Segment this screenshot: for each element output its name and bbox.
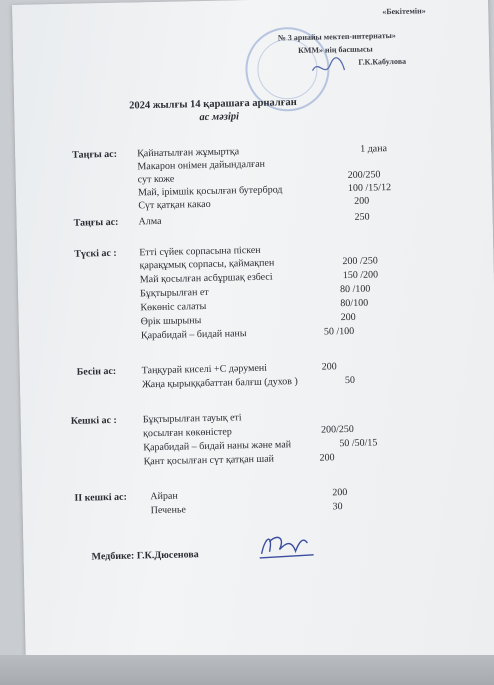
- list-item: Таңқурай киселі +С дәрумені: [141, 362, 268, 377]
- list-item-qty: 250: [354, 211, 370, 223]
- menu-sheet: [12, 0, 494, 665]
- list-item-qty: 1 дана: [360, 143, 388, 155]
- list-item: Бұқтырылған ет: [140, 286, 209, 300]
- list-item-qty: 200/250: [320, 423, 354, 436]
- list-item-qty: 200: [340, 311, 356, 324]
- menu-title: 2024 жылғы 14 қарашаға арналған: [129, 97, 297, 112]
- list-item: қосылған көкөністер: [142, 426, 232, 440]
- breakfast-label: Таңғы ас:: [72, 148, 118, 161]
- approval-signature-icon: [308, 56, 348, 79]
- list-item-qty: 200: [321, 361, 337, 373]
- menu-subtitle: ас мәзірі: [199, 111, 240, 124]
- list-item: сут коже: [137, 173, 175, 186]
- desk-surface: [0, 655, 494, 685]
- snack-label: Таңғы ас:: [73, 216, 119, 229]
- lunch-label: Түскі ас :: [74, 247, 117, 260]
- approval-line-3: КММ» нің басшысы: [297, 44, 373, 56]
- list-item-qty: 80 /100: [339, 283, 371, 296]
- list-item: Печенье: [150, 504, 187, 517]
- list-item-qty: 50 /50/15: [339, 437, 378, 450]
- list-item-qty: 30: [332, 501, 343, 513]
- list-item: Алма: [138, 215, 162, 228]
- list-item: Қайнатылған жұмыртқа: [137, 146, 240, 160]
- list-item-qty: 50: [344, 374, 356, 387]
- nurse-line: Медбике: Г.К.Дюсенова: [91, 549, 199, 563]
- list-item-qty: 200: [354, 195, 370, 207]
- list-item: Қарабидай – бидай наны: [140, 328, 247, 342]
- list-item: Сүт қатқан какао: [138, 198, 211, 212]
- list-item: Бұқтырылған тауық еті: [142, 412, 242, 426]
- approval-line-1: «Бекітемін»: [382, 6, 426, 17]
- list-item: Жаңа қырыққабаттан балғш (духов ): [141, 376, 298, 391]
- list-item-qty: 50 /100: [323, 325, 355, 338]
- list-item: Май, ірімшік қосылған бутерброд: [137, 184, 283, 199]
- dinner-label: Кешкі ас :: [70, 414, 117, 427]
- list-item-qty: 200: [332, 487, 348, 499]
- list-item: Май қосылған асбұршақ езбесі: [139, 271, 273, 286]
- list-item-qty: 200 /250: [342, 255, 378, 268]
- list-item: Етті сүйек сорпасына піскен: [139, 244, 261, 259]
- list-item: Айран: [150, 490, 178, 503]
- dinner2-label: ІІ кешкі ас:: [74, 491, 128, 504]
- nurse-signature-icon: [255, 529, 318, 564]
- afternoon-label: Бесін ас:: [76, 365, 117, 378]
- list-item-qty: 200: [319, 452, 335, 464]
- approval-line-2: № 3 арнайы мектеп-интернаты»: [277, 30, 396, 43]
- list-item-qty: 100 /15/12: [347, 182, 392, 194]
- list-item: Макарон онімен дайындалған: [137, 158, 266, 173]
- list-item: Қант қосылған сүт қатқан шай: [143, 453, 275, 468]
- list-item: Көкөніс салаты: [140, 300, 207, 314]
- list-item-qty: 80/100: [340, 297, 369, 310]
- list-item: Қарабидай – бидай наны және май: [143, 439, 292, 454]
- list-item: қарақұмық сорпасы, қаймақпен: [139, 257, 275, 272]
- list-item-qty: 150 /200: [342, 269, 379, 282]
- list-item-qty: 200/250: [347, 169, 381, 181]
- approval-line-4: Г.К.Кабулова: [358, 56, 407, 67]
- list-item: Өрік шырыны: [140, 315, 202, 328]
